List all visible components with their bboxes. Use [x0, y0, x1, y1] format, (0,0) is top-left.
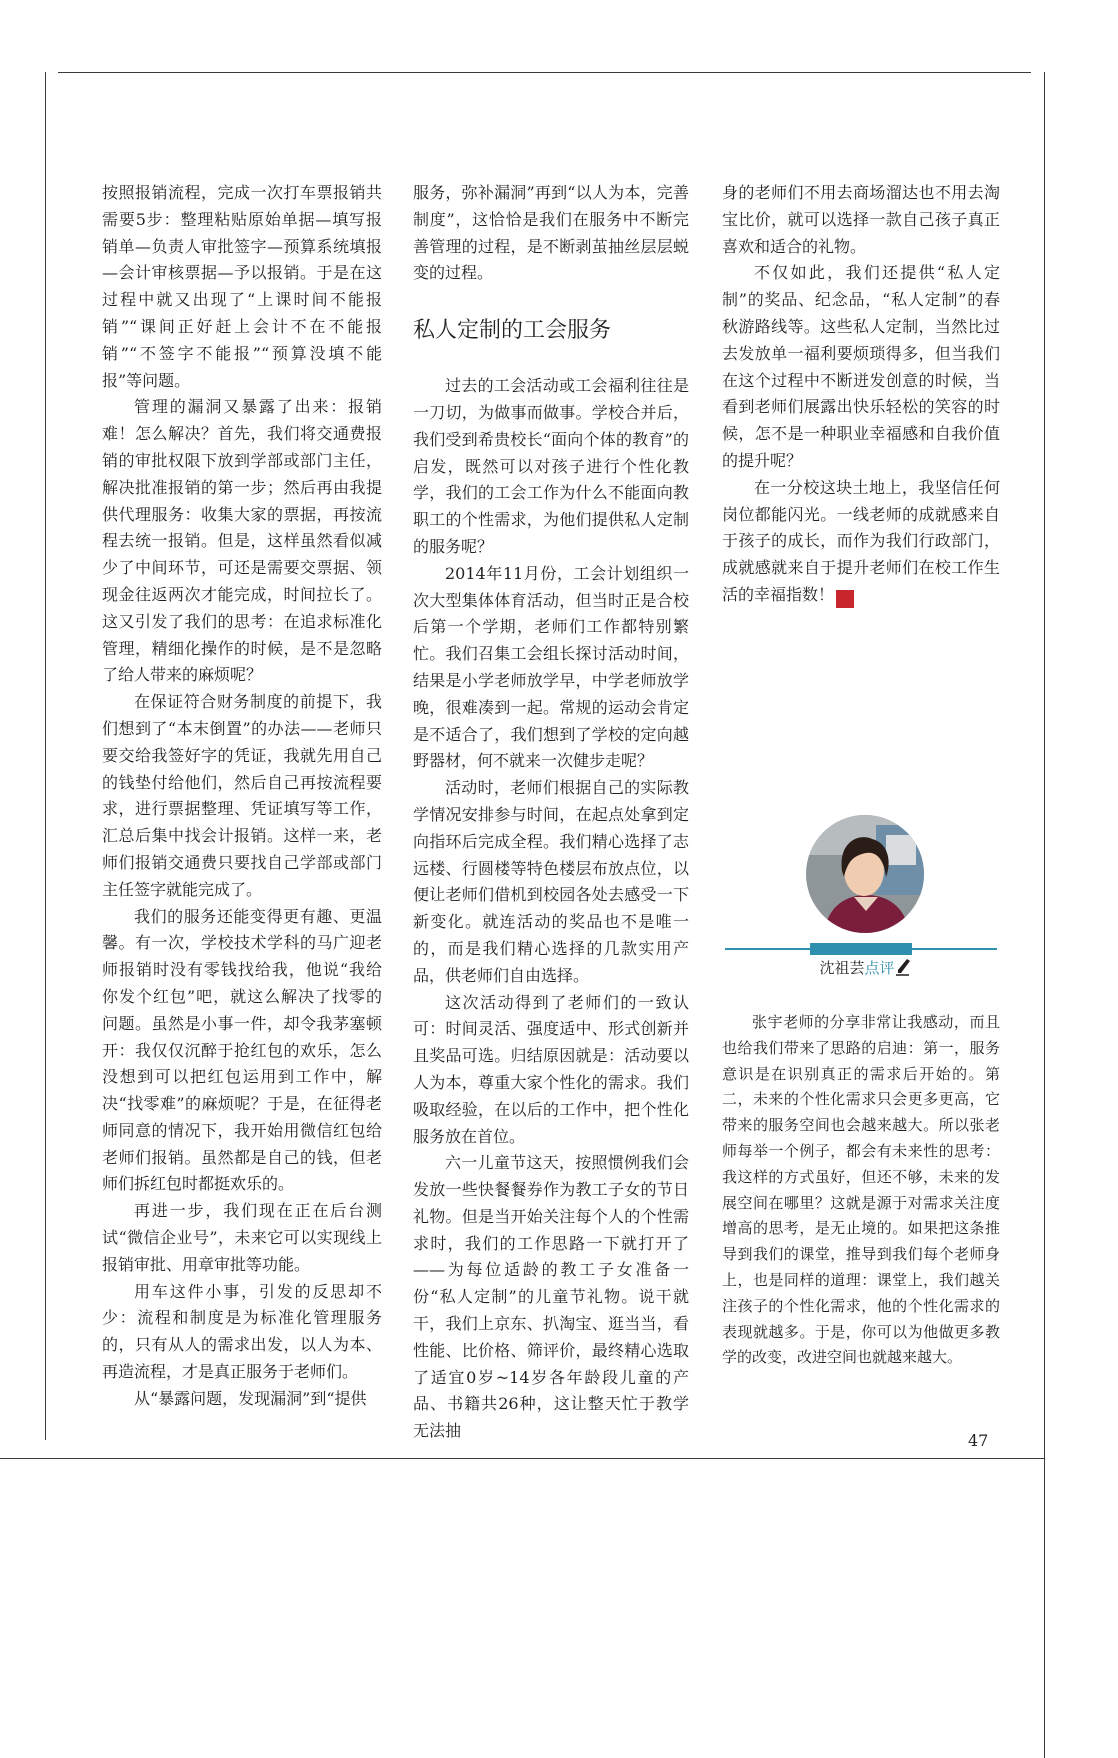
paragraph: 这次活动得到了老师们的一致认可：时间灵活、强度适中、形式创新并且奖品可选。归结原因就是：活动要以人为本，尊重大家个性化的需求。我们吸取经验，在以后的工作中，把个性化服务放在首位。	[413, 992, 689, 1146]
end-mark: 家	[836, 590, 854, 608]
comment-label	[810, 957, 920, 979]
left-rule	[45, 72, 46, 1440]
column-1	[102, 180, 382, 1413]
right-rule	[1044, 72, 1045, 1758]
paragraph: 身的老师们不用去商场溜达也不用去淘宝比价，就可以选择一款自己孩子真正喜欢和适合的礼物。	[722, 183, 1000, 256]
paragraph: 服务，弥补漏洞”再到“以人为本，完善制度”，这恰恰是我们在服务中不断完善管理的过程，是不断剥茧抽丝层层蜕变的过程。	[413, 183, 689, 283]
paragraph: 六一儿童节这天，按照惯例我们会发放一些快餐餐券作为教工子女的节日礼物。但是当开始关注每个人的个性需求时，我们的工作思路一下就打开了——为每位适龄的教工子女准备一份“私人定制”的儿童节礼物。说干就干，我们上京东、扒淘宝、逛当当，看性能、比价格、筛评价，最终精心选取了适宜0岁~14岁各年龄段儿童的产品、书籍共26种，这让整天忙于教学无法抽	[413, 1153, 689, 1441]
paragraph: 再进一步，我们现在正在后台测试“微信企业号”，未来它可以实现线上报销审批、用章审批等功能。	[102, 1201, 382, 1274]
bottom-rule	[0, 1458, 1045, 1459]
section-title: 私人定制的工会服务	[413, 318, 612, 344]
paragraph: 用车这件小事，引发的反思却不少：流程和制度是为标准化管理服务的，只有从人的需求出发，以人为本、再造流程，才是真正服务于老师们。	[102, 1281, 382, 1382]
paragraph: 我们的服务还能变得更有趣、更温馨。有一次，学校技术学科的马广迎老师报销时没有零钱找给我，他说“我给你发个红包”吧，就这么解决了找零的问题。虽然是小事一件，却令我茅塞顿开：我仅仅沉醉于抢红包的欢乐，怎么没想到可以把红包运用到工作中，解决“找零难”的麻烦呢？于是，在征得老师同意的情况下，我开始用微信红包给老师们报销。虽然都是自己的钱，但老师们拆红包时都挺欢乐的。	[102, 906, 382, 1194]
paragraph	[722, 475, 1000, 609]
comment-paragraph: 张宇老师的分享非常让我感动，而且也给我们带来了思路的启迪：第一，服务意识是在识别真正的需求后开始的。第二，未来的个性化需求只会更多更高，它带来的服务空间也会越来越大。所以张老师每举一个例子，都会有未来性的思考：我这样的方式虽好，但还不够，未来的发展空间在哪里？这就是源于对需求关注度增高的思考，是无止境的。如果把这条推导到我们的课堂，推导到我们每个老师身上，也是同样的道理：课堂上，我们越关注孩子的个性化需求，他的个性化需求的表现就越多。于是，你可以为他做更多教学的改变，改进空间也就越来越大。	[722, 1013, 1000, 1367]
commentator-name: 沈祖芸	[819, 959, 865, 977]
pen-icon	[895, 958, 911, 976]
comment-header-bar	[810, 943, 912, 955]
paragraph: 管理的漏洞又暴露了出来：报销难！怎么解决？首先，我们将交通费报销的审批权限下放到学部或部门主任，解决批准报销的第一步；然后再由我提供代理服务：收集大家的票据，再按流程去统一报销。但是，这样虽然看似减少了中间环节，可还是需要交票据、领现金往返两次才能完成，时间拉长了。这又引发了我们的思考：在追求标准化管理，精细化操作的时候，是不是忽略了给人带来的麻烦呢？	[102, 397, 382, 685]
paragraph: 从“暴露问题，发现漏洞”到“提供	[134, 1388, 367, 1408]
column-3	[722, 180, 1000, 609]
paragraph: 过去的工会活动或工会福利往往是一刀切，为做事而做事。学校合并后，我们受到希贵校长“面向个体的教育”的启发，既然可以对孩子进行个性化教学，我们的工会工作为什么不能面向教职工的个性需求，为他们提供私人定制的服务呢？	[413, 376, 689, 556]
paragraph: 在保证符合财务制度的前提下，我们想到了“本末倒置”的办法——老师只要交给我签好字的凭证，我就先用自己的钱垫付给他们，然后自己再按流程要求，进行票据整理、凭证填写等工作，汇总后集中找会计报销。这样一来，老师们报销交通费只要找自己学部或部门主任签字就能完成了。	[102, 692, 382, 899]
page-number: 47	[968, 1431, 989, 1450]
column-2	[413, 180, 689, 1445]
commentator-avatar	[806, 815, 924, 933]
paragraph: 按照报销流程，完成一次打车票报销共需要5步：整理粘贴原始单据—填写报销单—负责人审批签字—预算系统填报—会计审核票据—予以报销。于是在这过程中就又出现了“上课时间不能报销”“课间正好赶上会计不在不能报销”“不签字不能报”“预算没填不能报”等问题。	[102, 183, 382, 390]
paragraph: 不仅如此，我们还提供“私人定制”的奖品、纪念品，“私人定制”的春秋游路线等。这些私人定制，当然比过去发放单一福利要烦琐得多，但当我们在这个过程中不断迸发创意的时候，当看到老师们展露出快乐轻松的笑容的时候，怎不是一种职业幸福感和自我价值的提升呢？	[722, 263, 1000, 470]
top-rule	[58, 72, 1031, 73]
portrait-image	[806, 815, 924, 933]
paragraph-text: 在一分校这块土地上，我坚信任何岗位都能闪光。一线老师的成就感来自于孩子的成长，而作为我们行政部门，成就感就来自于提升老师们在校工作生活的幸福指数！	[722, 477, 1000, 604]
comment-tag: 点评	[864, 959, 895, 977]
paragraph: 活动时，老师们根据自己的实际教学情况安排参与时间，在起点处拿到定向指环后完成全程。我们精心选择了志远楼、行圆楼等特色楼层布放点位，以便让老师们借机到校园各处去感受一下新变化。就连活动的奖品也不是唯一的，而是我们精心选择的几款实用产品，供老师们自由选择。	[413, 778, 689, 985]
comment-text	[722, 1010, 1000, 1371]
paragraph: 2014年11月份，工会计划组织一次大型集体体育活动，但当时正是合校后第一个学期，老师们工作都特别繁忙。我们召集工会组长探讨活动时间，结果是小学老师放学早，中学老师放学晚，很难凑到一起。常规的运动会肯定是不适合了，我们想到了学校的定向越野器材，何不就来一次健步走呢？	[413, 563, 689, 771]
